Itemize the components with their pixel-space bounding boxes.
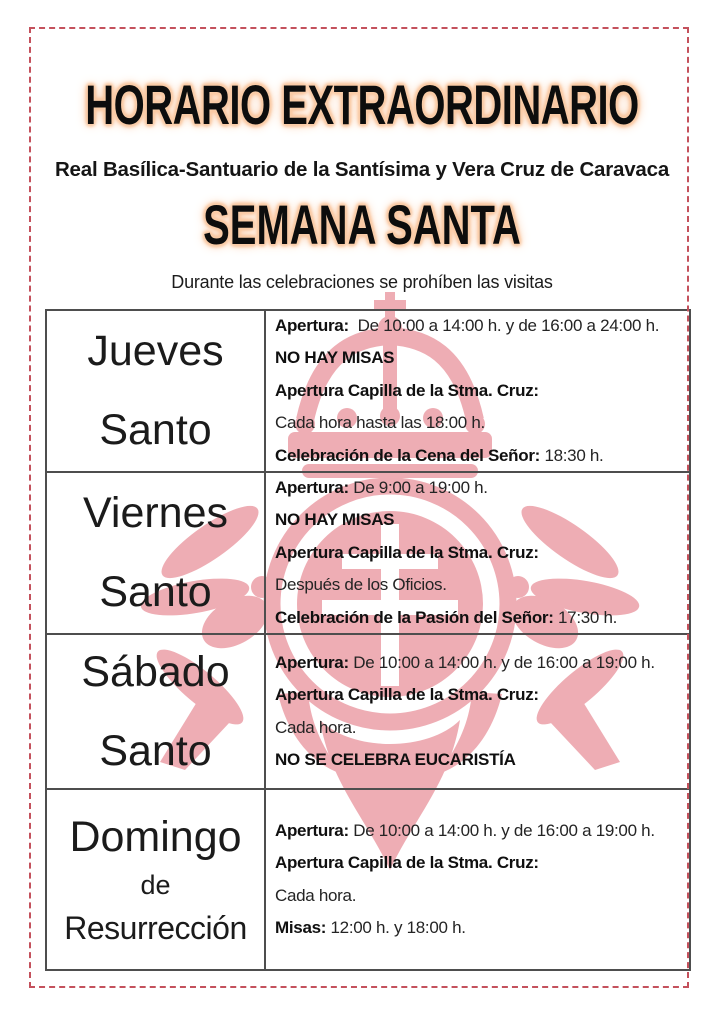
schedule-line: Apertura Capilla de la Stma. Cruz: bbox=[275, 380, 539, 400]
schedule-line: Misas: 12:00 h. y 18:00 h. bbox=[275, 918, 466, 937]
day-name: Sábado bbox=[81, 647, 230, 696]
schedule-line: NO HAY MISAS bbox=[275, 510, 395, 530]
day-name: Santo bbox=[99, 726, 212, 775]
info-cell-domingo-resurreccion bbox=[266, 790, 689, 969]
schedule-line: Después de los Oficios. bbox=[275, 575, 447, 595]
day-name: Domingo bbox=[69, 812, 242, 861]
day-cell-viernes-santo bbox=[47, 473, 266, 635]
day-name: Santo bbox=[99, 406, 212, 454]
notice-text: Durante las celebraciones se prohíben las visitas bbox=[171, 272, 553, 292]
schedule-line: Cada hora hasta las 18:00 h. bbox=[275, 413, 485, 433]
info-cell-viernes-santo bbox=[266, 473, 689, 635]
schedule-line: Apertura Capilla de la Stma. Cruz: bbox=[275, 685, 539, 704]
schedule-line: Apertura: De 10:00 a 14:00 h. y de 16:00 a 19:00 h. bbox=[275, 820, 655, 840]
day-name: de bbox=[140, 869, 171, 900]
day-name: Viernes bbox=[82, 489, 229, 537]
day-name: Resurrección bbox=[64, 909, 247, 946]
schedule-line: NO SE CELEBRA EUCARISTÍA bbox=[275, 750, 516, 769]
day-name: Jueves bbox=[87, 327, 224, 375]
info-cell-jueves-santo bbox=[266, 311, 689, 473]
info-cell-sabado-santo bbox=[266, 635, 689, 790]
schedule-line: Apertura: De 10:00 a 14:00 h. y de 16:00 a 24:00 h. bbox=[275, 315, 660, 335]
schedule-line: Cada hora. bbox=[275, 885, 357, 905]
schedule-line: Cada hora. bbox=[275, 717, 357, 737]
page-subtitle: Real Basílica-Santuario de la Santísima y Vera Cruz de Caravaca bbox=[54, 158, 670, 181]
schedule-line: Apertura: De 9:00 a 19:00 h. bbox=[275, 477, 488, 497]
schedule-line: Celebración de la Pasión del Señor: 17:30 h. bbox=[275, 607, 618, 627]
section-title: SEMANA SANTA bbox=[203, 195, 521, 257]
day-cell-jueves-santo bbox=[47, 311, 266, 473]
schedule-line: Apertura Capilla de la Stma. Cruz: bbox=[275, 853, 539, 872]
day-cell-sabado-santo bbox=[47, 635, 266, 790]
schedule-line: NO HAY MISAS bbox=[275, 348, 395, 368]
day-cell-domingo-resurreccion bbox=[47, 790, 266, 969]
schedule-line: Celebración de la Cena del Señor: 18:30 h. bbox=[275, 445, 604, 465]
schedule-line: Apertura: De 10:00 a 14:00 h. y de 16:00 a 19:00 h. bbox=[275, 652, 655, 672]
schedule-line: Apertura Capilla de la Stma. Cruz: bbox=[275, 542, 539, 562]
schedule-table bbox=[45, 309, 691, 971]
day-name: Santo bbox=[99, 568, 212, 616]
page-title: HORARIO EXTRAORDINARIO bbox=[85, 75, 639, 137]
